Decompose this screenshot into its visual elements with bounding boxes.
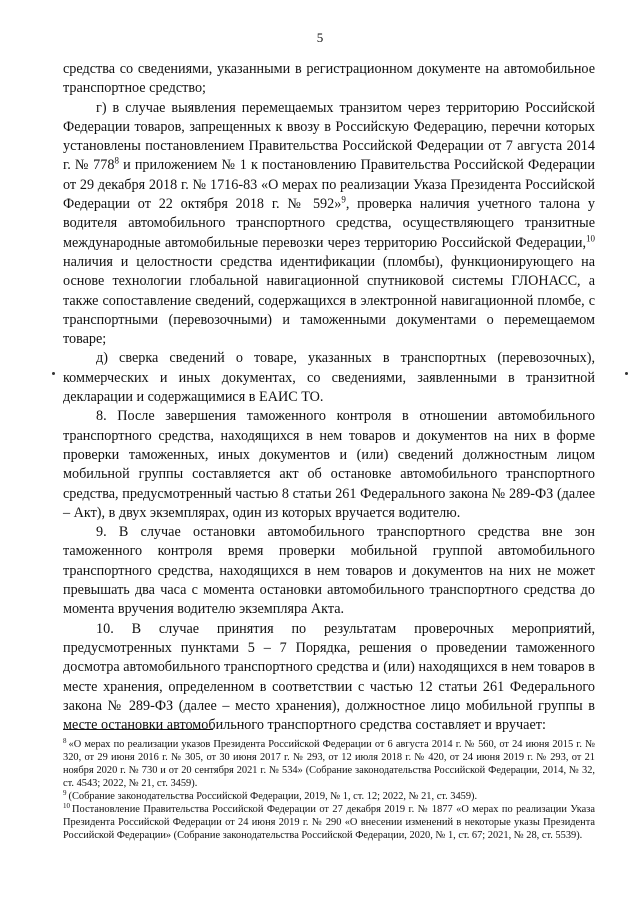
footnote-text: Постановление Правительства Российской Федерации от 27 декабря 2019 г. № 1877 «О мерах по реализации Указа Президента Российской Федерации от 24 июня 2019 г. № 290 «О внесении изменений в некоторые указы Президента Российской Федерации» (Собрание законодательства Российской Федерации, 2020, № 1, ст. 67; 2021, № 28, ст. 5539). [63,804,595,841]
paragraph-10: 10. В случае принятия по результатам проверочных мероприятий, предусмотренных пунктами 5 – 7 Порядка, решения о проведении таможенного досмотра автомобильного транспортного средства и (или) находящихся в нем товаров в месте хранения, определенном в соответствии с частью 12 статьи 261 Федерального закона № 289-ФЗ (далее – место хранения), должностное лицо мобильной группы в месте остановки автомобильного транспортного средства составляет и вручает: [63,620,595,734]
paragraph-continuation: средства со сведениями, указанными в регистрационном документе на автомобильное транспортное средство; [63,61,595,97]
scan-speck-right [625,372,628,375]
footnote-mark: 9 [63,788,67,797]
footnote-10 [63,803,595,842]
scan-speck-left [52,372,55,375]
footnote-ref-8: 8 [114,155,119,166]
footnote-9 [63,790,595,803]
paragraph-item-g-text-a: г) в случае выявления перемещаемых транзитом через территорию Российской Федерации товаров, запрещенных к ввозу в Российскую Федерацию, перечни которых установлены постановлением Правительства Российской Федерации от 7 августа 2014 г. № 778 [63,99,595,174]
footnote-text: (Собрание законодательства Российской Федерации, 2019, № 1, ст. 12; 2022, № 21, ст. 3459). [68,791,478,802]
paragraph-8: 8. После завершения таможенного контроля в отношении автомобильного транспортного средства, находящихся в нем товаров и документов на них в форме проверки таможенных, иных документов и (или) сведений должностным лицом мобильной группы составляется акт об остановке автомобильного транспортного средства, предусмотренный частью 8 статьи 261 Федерального закона № 289-ФЗ (далее – Акт), в двух экземплярах, один из которых вручается водителю. [63,408,595,521]
footnote-8 [63,738,595,790]
footnote-text: «О мерах по реализации указов Президента Российской Федерации от 6 августа 2014 г. № 560, от 24 июня 2015 г. № 320, от 29 июня 2016 г. № 305, от 30 июня 2017 г. № 293, от 12 июля 2018 г. № 420, от 24 июня 2019 г. № 293, от 21 ноября 2020 г. № 730 и от 20 сентября 2021 г. № 534» (Собрание законодательства Российской Федерации, 2014, № 32, ст. 4543; 2022, № 21, ст. 3459). [63,739,595,789]
paragraph-9: 9. В случае остановки автомобильного транспортного средства вне зон таможенного контроля время проверки мобильной группой автомобильного транспортного средства, находящихся в нем товаров и документов на них не может превышать два часа с момента остановки автомобильного транспортного средства до момента вручения водителю экземпляра Акта. [63,524,595,618]
page-number: 5 [316,30,324,45]
paragraph-item-g-text-c: , проверка наличия учетного талона у водителя автомобильного транспортного средства, осуществляющего транзитные международные автомобильные перевозки через территорию Российской Федерации, [63,196,595,251]
document-body [63,60,595,735]
footnote-ref-10: 10 [586,232,595,243]
footnote-ref-9: 9 [341,194,346,205]
paragraph-item-g-text-b: и приложением № 1 к постановлению Правительства Российской Федерации от 29 декабря 2018 г. № 1716-83 «О мерах по реализации Указа Президента Российской Федерации от 22 октября 2018 г. № 592» [63,157,595,213]
paragraph-item-g-text-d: наличия и целостности средства идентификации (пломбы), функционирующего на основе технологии глобальной навигационной спутниковой системы ГЛОНАСС, а также сопоставление сведений, содержащихся в электронной навигационной пломбе, с транспортными (перевозочными) и таможенными документами о перемещаемом товаре; [63,253,595,348]
footnote-mark: 8 [63,736,67,745]
footnote-separator [63,729,213,730]
paragraph-item-d: д) сверка сведений о товаре, указанных в транспортных (перевозочных), коммерческих и иных документах, со сведениями, заявленными в транзитной декларации и содержащимися в ЕАИС ТО. [63,350,595,406]
footnote-mark: 10 [63,801,70,810]
paragraph-item-g [63,99,595,350]
footnotes [63,738,595,842]
